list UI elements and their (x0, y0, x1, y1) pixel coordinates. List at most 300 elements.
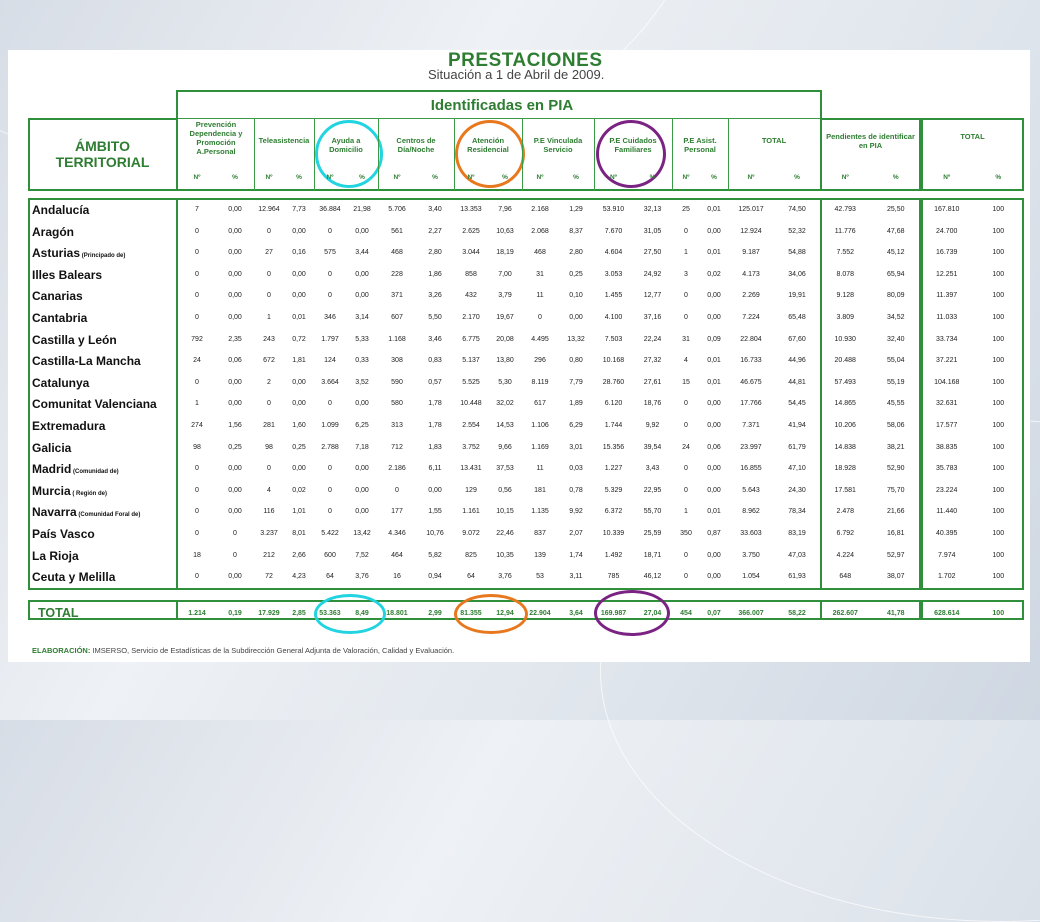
total-cell: 628.614 (934, 610, 960, 617)
region-name: Illes Balears (32, 267, 103, 282)
table-cell: 350 (680, 530, 692, 537)
table-cell: 9.128 (836, 292, 855, 300)
subheader-pct: % (573, 174, 579, 181)
table-cell: 0 (328, 227, 332, 235)
table-cell: 10.206 (834, 422, 856, 429)
subheader-n: Nº (747, 174, 755, 181)
table-cell: 0 (195, 530, 199, 537)
table-cell: 1.169 (531, 443, 549, 451)
total-cell: 100 (992, 610, 1005, 617)
table-cell: 0,56 (498, 486, 512, 494)
table-cell: 1 (684, 249, 688, 257)
table-cell: 100 (992, 486, 1005, 494)
table-cell: 3,79 (498, 292, 512, 300)
table-cell: 17.581 (834, 486, 856, 494)
total-cell: 0,07 (707, 610, 721, 617)
region-name: Galicia (32, 440, 72, 455)
table-cell: 72 (265, 573, 273, 581)
table-cell: 2.068 (531, 227, 549, 235)
table-cell: 3.237 (260, 530, 278, 537)
table-cell: 177 (391, 508, 403, 516)
table-cell: 0,00 (228, 227, 242, 235)
table-cell: 31,05 (643, 227, 662, 235)
table-cell: 0 (328, 292, 332, 300)
table-cell: 464 (391, 551, 403, 559)
total-cell: 18.801 (386, 610, 408, 617)
table-cell: 41,94 (788, 422, 806, 429)
table-cell: 33.734 (936, 335, 958, 343)
table-cell: 3,40 (428, 206, 442, 213)
region-label (32, 505, 140, 519)
region-label (32, 527, 95, 541)
table-cell: 39,54 (643, 443, 662, 451)
table-cell: 19,91 (788, 292, 806, 300)
table-cell: 561 (391, 227, 403, 235)
table-cell: 7,79 (569, 378, 583, 386)
total-cell: 22.904 (529, 610, 551, 617)
table-cell: 371 (391, 292, 403, 300)
table-cell: 83,19 (788, 530, 806, 537)
table-cell: 0 (195, 270, 199, 278)
table-cell: 0 (195, 227, 199, 235)
table-cell: 0,02 (292, 486, 306, 494)
region-name: Murcia (32, 483, 71, 498)
table-cell: 0,00 (355, 508, 369, 516)
table-cell: 0 (267, 270, 271, 278)
table-cell: 6,25 (355, 422, 369, 429)
table-cell: 8.119 (531, 378, 549, 386)
table-cell: 0 (267, 465, 271, 473)
table-cell: 2,35 (228, 335, 242, 343)
region-label (32, 203, 89, 217)
table-cell: 45,12 (886, 249, 905, 257)
table-cell: 75,70 (886, 486, 905, 494)
region-name: Andalucía (32, 203, 90, 217)
table-cell: 0,00 (355, 400, 369, 408)
table-cell: 1,74 (569, 551, 583, 559)
table-cell: 4.346 (388, 530, 406, 537)
table-cell: 0,25 (292, 443, 306, 451)
table-cell: 0,00 (228, 508, 242, 516)
table-cell: 7,96 (498, 206, 512, 213)
table-cell: 10,15 (496, 508, 514, 516)
table-cell: 100 (992, 335, 1005, 343)
table-cell: 2.170 (462, 314, 480, 321)
table-cell: 34,52 (886, 314, 905, 321)
table-cell: 0,25 (228, 443, 242, 451)
table-cell: 0 (684, 486, 688, 494)
page-title: PRESTACIONES (448, 50, 603, 71)
table-cell: 7,73 (292, 206, 306, 213)
table-cell: 100 (992, 443, 1005, 451)
table-cell: 37,16 (643, 314, 662, 321)
table-cell: 0 (267, 292, 271, 300)
table-cell: 125.017 (738, 206, 764, 213)
table-cell: 0,00 (355, 486, 369, 494)
table-cell: 24 (193, 357, 201, 365)
column-header: Ayuda a Domicilio (329, 136, 363, 154)
table-cell: 0,00 (228, 292, 242, 300)
table-cell: 13,32 (567, 335, 585, 343)
table-cell: 5.643 (742, 486, 760, 494)
region-name: Canarias (32, 289, 83, 304)
table-cell: 11.397 (936, 292, 958, 300)
subheader-pct: % (432, 174, 438, 181)
table-cell: 100 (992, 227, 1005, 235)
region-name: La Rioja (32, 548, 79, 563)
table-cell: 0 (328, 486, 332, 494)
table-cell: 6.775 (462, 335, 480, 343)
table-cell: 55,19 (886, 378, 905, 386)
table-cell: 0,03 (569, 465, 583, 473)
table-cell: 37.221 (936, 357, 958, 365)
table-cell: 3,76 (355, 573, 369, 581)
table-cell: 7.224 (742, 314, 760, 321)
table-cell: 18.928 (834, 465, 856, 473)
table-cell: 19,67 (496, 314, 514, 321)
table-cell: 116 (263, 508, 275, 516)
table-cell: 0,01 (707, 378, 721, 386)
table-cell: 0 (684, 314, 688, 321)
table-cell: 0,01 (707, 206, 721, 213)
region-label (32, 225, 74, 239)
table-cell: 1,56 (228, 422, 242, 429)
table-cell: 0 (395, 486, 399, 494)
table-cell: 1.455 (604, 292, 623, 300)
table-cell: 0 (684, 400, 688, 408)
table-cell: 0,02 (707, 270, 721, 278)
total-cell: 1.214 (188, 610, 206, 617)
table-cell: 858 (465, 270, 477, 278)
table-cell: 0 (328, 465, 332, 473)
table-cell: 54,45 (788, 400, 806, 408)
table-cell: 1,78 (428, 400, 442, 408)
table-cell: 12,77 (643, 292, 662, 300)
table-cell: 100 (992, 270, 1005, 278)
table-cell: 2,80 (428, 249, 442, 257)
total-cell: 8,49 (355, 610, 369, 617)
table-cell: 16.733 (740, 357, 762, 365)
table-cell: 35.783 (936, 465, 958, 473)
table-cell: 1.168 (388, 335, 406, 343)
table-cell: 0,33 (355, 357, 369, 365)
table-cell: 23.997 (740, 443, 762, 451)
table-cell: 648 (839, 573, 852, 581)
table-cell: 0,00 (355, 292, 369, 300)
table-cell: 12.924 (740, 227, 762, 235)
table-cell: 10,63 (496, 227, 514, 235)
table-cell: 0,00 (707, 551, 721, 559)
table-cell: 100 (992, 292, 1005, 300)
table-cell: 2.478 (836, 508, 855, 516)
table-cell: 0,00 (355, 227, 369, 235)
table-cell: 0,00 (228, 378, 242, 386)
table-cell: 0,00 (292, 270, 306, 278)
table-cell: 4.224 (836, 551, 855, 559)
table-cell: 27 (265, 249, 273, 257)
table-cell: 24 (682, 443, 690, 451)
table-cell: 1.797 (321, 335, 339, 343)
table-cell: 46,12 (643, 573, 662, 581)
table-cell: 0,00 (707, 573, 721, 581)
table-cell: 9,66 (498, 443, 512, 451)
total-cell: 41,78 (886, 610, 905, 617)
table-cell: 47,03 (788, 551, 806, 559)
table-cell: 10,35 (496, 551, 514, 559)
table-cell: 3.053 (604, 270, 623, 278)
table-cell: 7,00 (498, 270, 512, 278)
table-cell: 24,92 (643, 270, 662, 278)
table-cell: 100 (992, 465, 1005, 473)
table-cell: 13.431 (460, 465, 482, 473)
table-cell: 46.675 (740, 378, 762, 386)
table-cell: 0 (538, 314, 542, 321)
region-note: (Comunidad Foral de) (76, 512, 141, 519)
table-cell: 11 (536, 465, 544, 473)
subheader-pct: % (711, 174, 717, 181)
table-cell: 53.910 (602, 206, 625, 213)
table-cell: 18,19 (496, 249, 514, 257)
total-cell: 0,19 (228, 610, 242, 617)
table-cell: 0 (684, 422, 688, 429)
table-cell: 98 (193, 443, 201, 451)
table-cell: 5.329 (604, 486, 623, 494)
table-cell: 8.078 (836, 270, 855, 278)
table-cell: 0 (195, 314, 199, 321)
table-cell: 27,32 (643, 357, 662, 365)
table-cell: 0 (684, 227, 688, 235)
table-cell: 0,94 (428, 573, 442, 581)
table-cell: 600 (324, 551, 336, 559)
table-cell: 129 (465, 486, 477, 494)
table-cell: 25,59 (643, 530, 662, 537)
subheader-n: Nº (193, 174, 201, 181)
table-cell: 0 (267, 400, 271, 408)
table-cell: 18,71 (643, 551, 662, 559)
table-cell: 36.884 (319, 206, 341, 213)
table-cell: 23.224 (936, 486, 958, 494)
table-cell: 20,08 (496, 335, 514, 343)
table-cell: 0 (684, 292, 688, 300)
subheader-n: Nº (265, 174, 273, 181)
table-cell: 2 (267, 378, 271, 386)
table-cell: 100 (992, 508, 1005, 516)
table-cell: 3.044 (462, 249, 480, 257)
table-cell: 0,09 (707, 335, 721, 343)
table-cell: 0,87 (707, 530, 721, 537)
table-cell: 57.493 (834, 378, 856, 386)
table-cell: 281 (263, 422, 275, 429)
column-header: Centros de Día/Noche (396, 136, 436, 154)
table-cell: 5,82 (428, 551, 442, 559)
column-header: Atención Residencial (467, 136, 509, 154)
table-cell: 1.744 (604, 422, 623, 429)
table-cell: 98 (265, 443, 273, 451)
table-cell: 31 (536, 270, 544, 278)
table-cell: 32,02 (496, 400, 514, 408)
table-cell: 61,79 (788, 443, 806, 451)
table-cell: 6.120 (604, 400, 623, 408)
region-name: País Vasco (32, 527, 95, 541)
table-cell: 0,00 (228, 206, 242, 213)
region-label (32, 333, 117, 347)
table-cell: 0,00 (707, 422, 721, 429)
table-cell: 1,01 (292, 508, 306, 516)
region-note: ( Región de) (70, 490, 108, 497)
column-header: Teleasistencia (258, 136, 310, 145)
total-cell: 2,99 (428, 610, 442, 617)
ambito-header: ÁMBITO TERRITORIAL (55, 138, 150, 170)
table-cell: 100 (992, 206, 1005, 213)
region-label (32, 376, 89, 390)
table-cell: 0,57 (428, 378, 442, 386)
total-row-label: TOTAL (38, 606, 79, 620)
table-cell: 12.251 (936, 270, 958, 278)
table-cell: 124 (324, 357, 336, 365)
table-cell: 3,14 (355, 314, 369, 321)
table-cell: 0,78 (569, 486, 583, 494)
region-label (32, 354, 141, 368)
table-cell: 38,07 (886, 573, 905, 581)
subheader-pct: % (359, 174, 365, 181)
table-cell: 100 (992, 573, 1005, 581)
table-cell: 228 (391, 270, 403, 278)
subheader-pct: % (892, 174, 899, 181)
total-cell: 58,22 (788, 610, 806, 617)
subheader-pct: % (995, 174, 1002, 181)
subheader-pct: % (794, 174, 800, 181)
table-cell: 0,00 (569, 314, 583, 321)
total-cell: 17.929 (258, 610, 280, 617)
column-header: P.E Asist. Personal (683, 136, 717, 154)
table-cell: 1,55 (428, 508, 442, 516)
table-cell: 100 (992, 551, 1005, 559)
table-cell: 2,80 (569, 249, 583, 257)
table-cell: 0,00 (707, 292, 721, 300)
table-cell: 3,43 (645, 465, 660, 473)
table-cell: 0,00 (228, 400, 242, 408)
table-cell: 0 (267, 227, 271, 235)
table-cell: 52,90 (886, 465, 905, 473)
table-cell: 1,78 (428, 422, 442, 429)
region-label (32, 570, 115, 584)
table-cell: 52,32 (788, 227, 806, 235)
table-cell: 11.033 (936, 314, 958, 321)
footer-credit (32, 646, 454, 655)
table-cell: 13,80 (496, 357, 514, 365)
table-cell: 74,50 (788, 206, 806, 213)
table-cell: 1,86 (428, 270, 442, 278)
table-cell: 11 (536, 292, 544, 300)
table-cell: 0 (195, 508, 199, 516)
table-cell: 5.422 (321, 530, 339, 537)
table-cell: 0 (195, 486, 199, 494)
table-cell: 33.603 (740, 530, 762, 537)
table-cell: 55,70 (643, 508, 662, 516)
table-cell: 1.161 (462, 508, 480, 516)
subheader-n: Nº (609, 174, 618, 181)
region-name: Aragón (32, 224, 74, 239)
table-cell: 5.706 (388, 206, 406, 213)
table-cell: 0 (195, 573, 199, 581)
table-cell: 21,66 (886, 508, 905, 516)
table-cell: 0 (195, 249, 199, 257)
table-cell: 38.835 (936, 443, 958, 451)
table-cell: 0 (233, 530, 237, 537)
region-label (32, 441, 71, 455)
table-cell: 9.072 (462, 530, 480, 537)
column-header: TOTAL (960, 132, 985, 141)
table-cell: 8,01 (292, 530, 306, 537)
region-name: Castilla-La Mancha (32, 354, 141, 369)
table-cell: 14,53 (496, 422, 514, 429)
table-cell: 2.788 (321, 443, 339, 451)
table-cell: 65,48 (788, 314, 806, 321)
table-cell: 0,00 (707, 465, 721, 473)
table-cell: 0,06 (228, 357, 242, 365)
table-cell: 0,00 (228, 486, 242, 494)
table-cell: 9.187 (742, 249, 760, 257)
region-name: Castilla y León (32, 332, 117, 347)
table-cell: 24,30 (788, 486, 806, 494)
table-cell: 0,06 (707, 443, 721, 451)
table-cell: 580 (391, 400, 403, 408)
table-cell: 0,80 (569, 357, 583, 365)
table-cell: 0,00 (707, 400, 721, 408)
table-cell: 0,25 (569, 270, 583, 278)
table-cell: 1.227 (604, 465, 623, 473)
table-cell: 575 (324, 249, 336, 257)
region-label (32, 549, 79, 563)
table-cell: 313 (391, 422, 403, 429)
table-cell: 2,27 (428, 227, 442, 235)
table-cell: 100 (992, 378, 1005, 386)
table-cell: 67,60 (788, 335, 806, 343)
table-cell: 47,10 (788, 465, 806, 473)
table-cell: 10,76 (426, 530, 444, 537)
table-cell: 3,26 (428, 292, 442, 300)
table-cell: 712 (391, 443, 403, 451)
table-cell: 18,76 (643, 400, 662, 408)
table-cell: 7.503 (604, 335, 623, 343)
table-cell: 42.793 (834, 206, 856, 213)
table-cell: 0 (328, 508, 332, 516)
table-cell: 0 (684, 551, 688, 559)
table-cell: 13.353 (460, 206, 482, 213)
table-cell: 2,07 (569, 530, 583, 537)
table-cell: 12.964 (258, 206, 280, 213)
total-cell: 2,85 (292, 610, 306, 617)
region-name: Ceuta y Melilla (32, 570, 116, 585)
table-cell: 4.173 (742, 270, 760, 278)
table-cell: 18 (193, 551, 201, 559)
table-cell: 9,92 (569, 508, 583, 516)
table-cell: 4.495 (531, 335, 549, 343)
table-cell: 3.752 (462, 443, 480, 451)
table-cell: 837 (534, 530, 546, 537)
table-cell: 617 (534, 400, 546, 408)
table-cell: 1.135 (531, 508, 549, 516)
table-cell: 5,50 (428, 314, 442, 321)
table-cell: 32,13 (643, 206, 662, 213)
table-cell: 0,01 (292, 314, 306, 321)
table-cell: 7 (195, 206, 199, 213)
region-label (32, 268, 102, 282)
table-cell: 0,00 (228, 270, 242, 278)
table-cell: 44,81 (788, 378, 806, 386)
table-cell: 0,01 (707, 357, 721, 365)
region-name: Cantabria (32, 311, 88, 325)
